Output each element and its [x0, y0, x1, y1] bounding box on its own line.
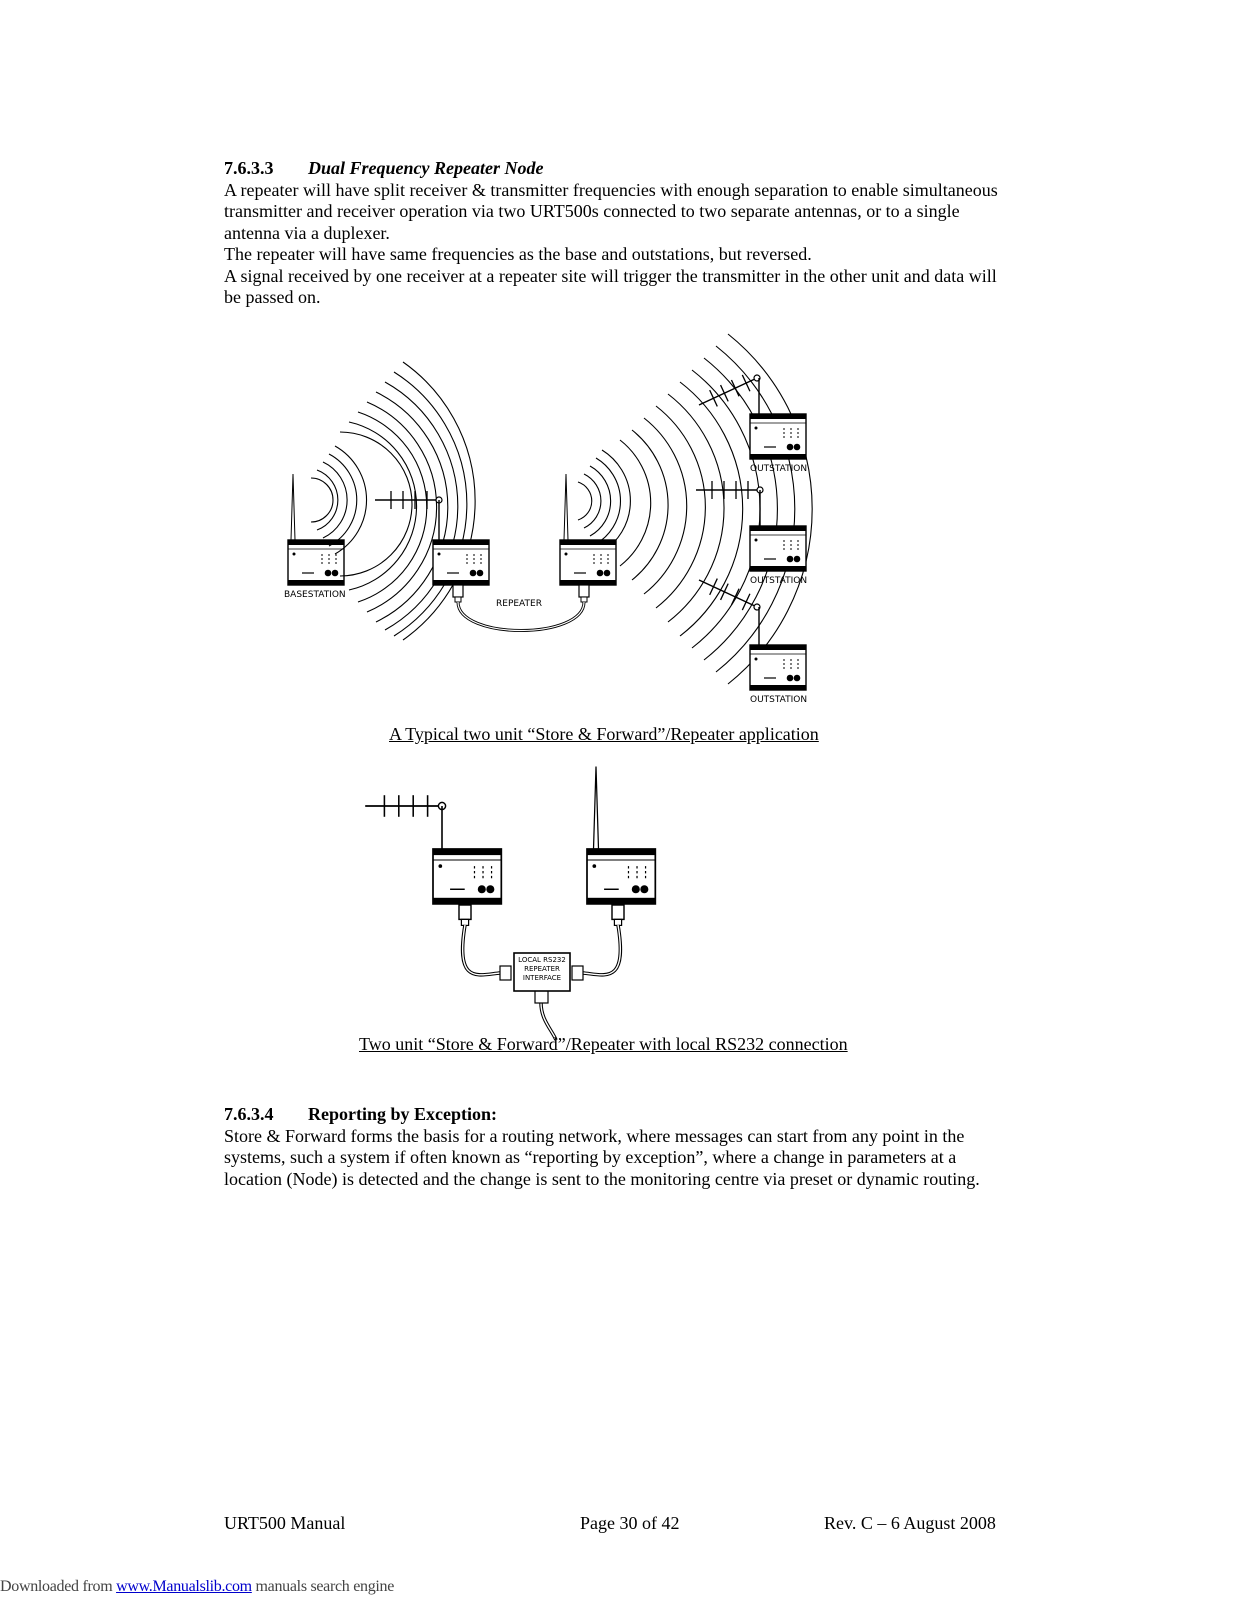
figure-1-diagram: [284, 334, 812, 705]
paragraph: The repeater will have same frequencies as the base and outstations, but reversed.: [224, 244, 812, 264]
outstation-unit: [696, 481, 806, 571]
repeater-unit-whip: [587, 767, 655, 926]
repeater-label: REPEATER: [496, 599, 542, 609]
interface-label: REPEATER: [524, 965, 560, 973]
outstation-label: OUTSTATION: [750, 695, 808, 705]
interface-label: LOCAL RS232: [518, 956, 566, 964]
section-7-6-3-4: [224, 1104, 1014, 1190]
section-number: 7.6.3.3: [224, 158, 274, 178]
figure-2-caption: Two unit “Store & Forward”/Repeater with local RS232 connection: [359, 1034, 848, 1054]
section-heading: [224, 1104, 1014, 1126]
section-title: Reporting by Exception:: [308, 1104, 497, 1124]
download-note: [0, 1578, 394, 1596]
repeater-unit-left: [375, 491, 489, 602]
download-prefix: Downloaded from: [0, 1578, 117, 1595]
outstation-label: OUTSTATION: [750, 576, 808, 586]
outstation-label: OUTSTATION: [750, 464, 808, 474]
repeater-unit-yagi: [365, 795, 501, 925]
footer-center: Page 30 of 42: [580, 1513, 680, 1533]
footer-left: URT500 Manual: [224, 1513, 346, 1533]
download-suffix: manuals search engine: [251, 1578, 395, 1595]
paragraph: Store & Forward forms the basis for a routing network, where messages can start from any point in the systems, such a system if often known as “reporting by exception”, where a change in parameters at a location (Node) is detected and the change is sent to the monitoring centre via preset or dynamic routing.: [224, 1125, 980, 1189]
figure-2-diagram: [365, 767, 655, 1041]
radio-waves: [311, 334, 812, 684]
section-number: 7.6.3.4: [224, 1104, 274, 1124]
figure-1-caption: A Typical two unit “Store & Forward”/Repeater application: [389, 724, 819, 744]
paragraph: A signal received by one receiver at a repeater site will trigger the transmitter in the other unit and data will be passed on.: [224, 265, 997, 307]
section-title: Dual Frequency Repeater Node: [308, 158, 544, 178]
basestation-label: BASESTATION: [284, 590, 346, 600]
repeater-unit-right: [560, 474, 616, 602]
outstation-unit: [695, 572, 806, 690]
manualslib-link[interactable]: www.Manualslib.com: [116, 1578, 252, 1595]
paragraph: A repeater will have split receiver & transmitter frequencies with enough separation to enable simultaneous transmitter and receiver operation via two URT500s connected to two separate antennas, or to a single antenna via a duplexer.: [224, 179, 998, 243]
interface-label: INTERFACE: [522, 974, 562, 982]
footer-right: Rev. C – 6 August 2008: [824, 1513, 996, 1533]
